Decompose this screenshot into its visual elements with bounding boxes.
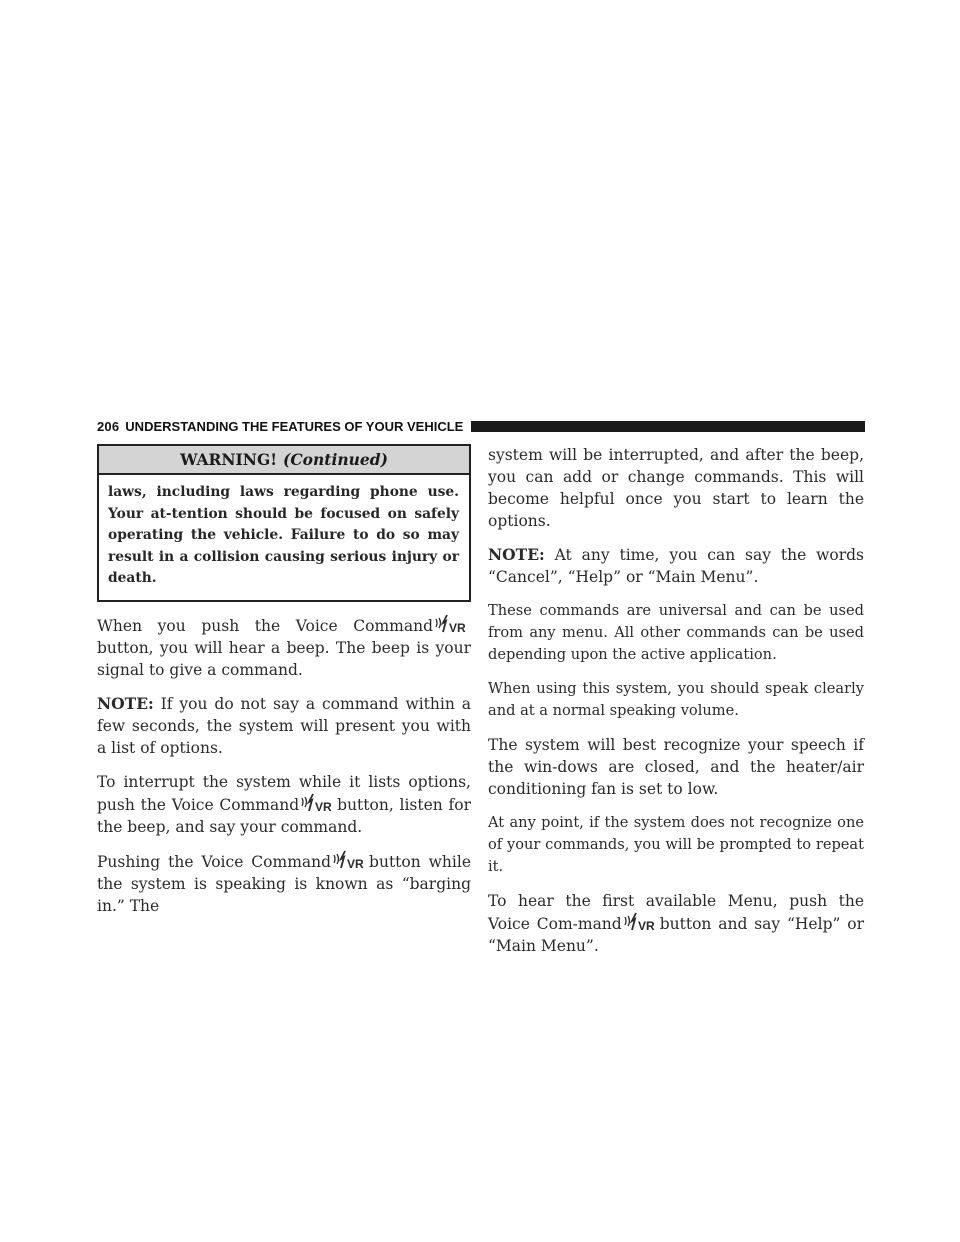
paragraph-repeat: At any point, if the system does not recognize one of your commands, you will be prompted to repeat it. (488, 814, 864, 875)
warning-title: WARNING! (180, 450, 278, 469)
note-cancel-help (488, 544, 864, 588)
paragraph-interrupted: system will be interrupted, and after the beep, you can add or change commands. This will become helpful once you start to learn the options. (488, 446, 864, 530)
warning-continued: (Continued) (283, 450, 388, 469)
text: button, you will hear a beep. The beep is your signal to give a command. (97, 638, 471, 679)
svg-text:VR: VR (449, 620, 466, 634)
voice-command-icon (300, 793, 336, 813)
text: When you push the Voice Command (97, 616, 433, 635)
right-column (488, 444, 864, 969)
warning-header (99, 446, 469, 475)
section-title: UNDERSTANDING THE FEATURES OF YOUR VEHICLE (125, 418, 464, 434)
text: button, listen for the beep, and say your command. (97, 795, 471, 836)
svg-text:VR: VR (315, 799, 332, 813)
paragraph-interrupt (97, 771, 471, 838)
text: button and say “Help” or “Main Menu”. (488, 915, 864, 955)
voice-command-icon (434, 614, 470, 634)
paragraph-push-voice-command (97, 614, 471, 681)
paragraph-speak-clearly: When using this system, you should speak clearly and at a normal speaking volume. (488, 680, 864, 719)
voice-command-icon (623, 912, 659, 932)
note-no-command (97, 693, 471, 759)
svg-text:VR: VR (637, 919, 655, 932)
text: button while the system is speaking is known as “barging in.” The (97, 852, 471, 915)
page-number: 206 (97, 418, 120, 434)
voice-command-icon (332, 850, 368, 870)
text: To hear the first available Menu, push the Voice Com-mand (488, 892, 864, 933)
svg-text:VR: VR (347, 856, 364, 870)
paragraph-main-menu (488, 890, 864, 957)
warning-box (97, 444, 471, 602)
note-text: If you do not say a command within a few seconds, the system will present you with a list of options. (97, 694, 471, 757)
text: To interrupt the system while it lists options, push the Voice Command (97, 772, 471, 814)
note-text: At any time, you can say the words “Cancel”, “Help” or “Main Menu”. (488, 546, 864, 586)
paragraph-universal-commands: These commands are universal and can be used from any menu. All other commands can be used depending upon the active application. (488, 602, 864, 663)
paragraph-barging-in (97, 850, 471, 917)
text: Pushing the Voice Command (97, 852, 332, 871)
header-rule (471, 421, 865, 432)
note-label: NOTE: (97, 693, 154, 713)
note-label: NOTE: (488, 545, 545, 564)
paragraph-recognize-speech: The system will best recognize your speech if the win-dows are closed, and the heater/air conditioning fan is set to low. (488, 736, 864, 798)
left-column (97, 444, 471, 929)
page-header (97, 414, 865, 438)
warning-body: laws, including laws regarding phone use. Your at-tention should be focused on safely operating the vehicle. Failure to do so may result in a collision causing serious injury or death. (108, 484, 459, 586)
